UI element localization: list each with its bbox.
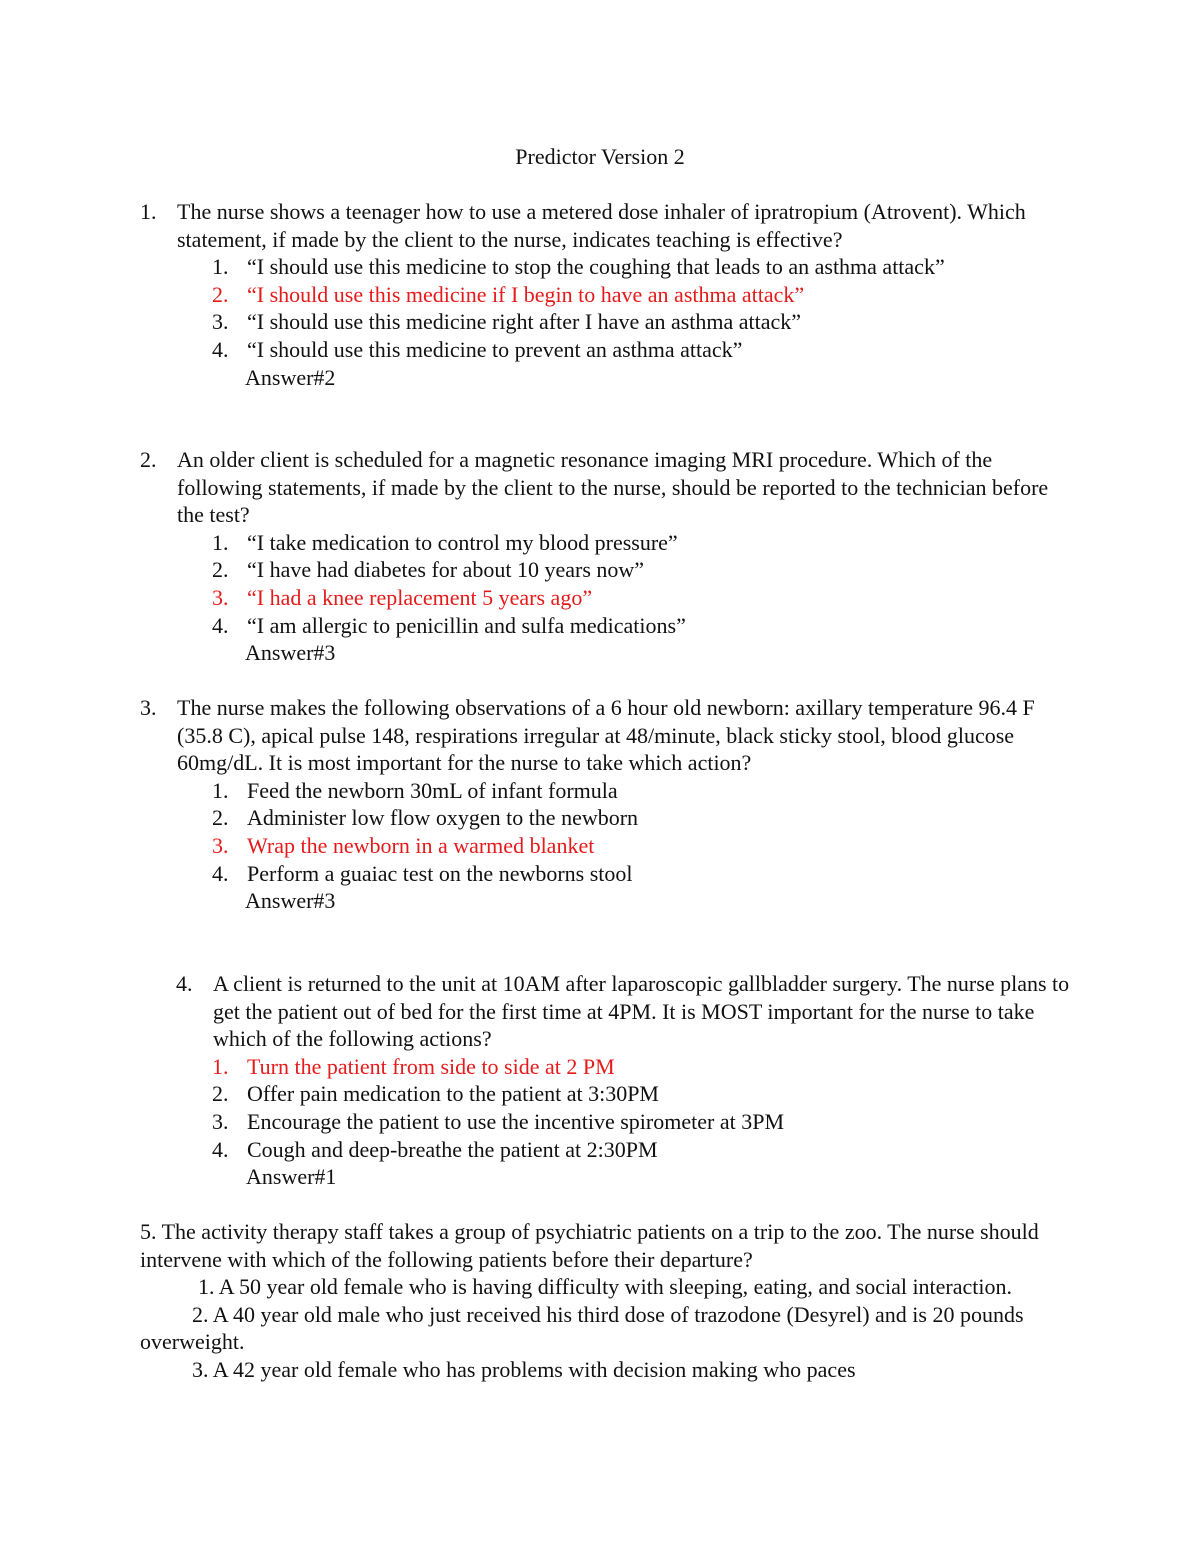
answer-key: Answer#1 [246,1164,337,1190]
option-item-correct [176,1053,1076,1081]
option-number: 1. [212,777,229,803]
option-number: 4. [212,336,229,362]
option-number: 4. [212,612,229,638]
option-text: Wrap the newborn in a warmed blanket [247,832,595,858]
option-item [140,336,1070,364]
option-item [176,1080,1076,1108]
answer-key: Answer#3 [245,640,336,666]
option-text: “I should use this medicine if I begin to have an asthma attack” [247,281,805,307]
question-number: 2. [140,447,157,472]
question-text: The nurse shows a teenager how to use a metered dose inhaler of ipratropium (Atrovent). Which statement, if made by the client to the nurse, indicates teaching is effective? [177,199,1026,252]
question-stem [140,694,1070,777]
option-number: 4. [212,1136,229,1162]
question-stem [140,198,1070,253]
option-item-correct [140,832,1070,860]
option-number: 2. [212,805,229,831]
option-text: “I take medication to control my blood pressure” [247,529,678,555]
option-item [176,1136,1076,1164]
option-text: Cough and deep-breathe the patient at 2:30PM [247,1136,658,1162]
option-item [140,777,1070,805]
option-text: “I should use this medicine to stop the coughing that leads to an asthma attack” [247,254,945,280]
option-number: 3. [212,584,229,610]
question-stem [140,446,1070,529]
option-item [140,253,1070,281]
question-5 [140,1218,1070,1384]
option-text: “I had a knee replacement 5 years ago” [247,584,593,610]
option-item [140,860,1070,888]
option-item [140,612,1070,640]
option-number: 3. [212,832,229,858]
question-number: 1. [140,199,157,224]
option-text: Perform a guaiac test on the newborns stool [247,860,633,886]
option-item: 1. A 50 year old female who is having difficulty with sleeping, eating, and social interaction. [198,1274,1013,1300]
option-text: Turn the patient from side to side at 2 PM [247,1053,615,1079]
option-item [140,308,1070,336]
option-list [140,529,1070,639]
option-number: 2. [212,1081,229,1107]
option-text: Offer pain medication to the patient at 3:30PM [247,1081,659,1107]
page-title: Predictor Version 2 [515,144,685,169]
option-number: 1. [212,1053,229,1079]
option-item: 2. A 40 year old male who just received his third dose of trazodone (Desyrel) and is 20 pounds overweight. [140,1301,1024,1355]
option-text: Administer low flow oxygen to the newborn [247,805,639,831]
option-item [140,529,1070,557]
option-item [176,1108,1076,1136]
option-text: “I have had diabetes for about 10 years now” [247,557,645,583]
option-text: “I should use this medicine right after I have an asthma attack” [247,309,802,335]
question-3 [140,694,1070,915]
question-4 [176,970,1076,1191]
question-stem [176,970,1076,1053]
option-text: “I should use this medicine to prevent an asthma attack” [247,336,743,362]
option-number: 2. [212,557,229,583]
option-item-correct [140,584,1070,612]
answer-key: Answer#3 [245,888,336,914]
option-number: 1. [212,254,229,280]
option-text: Encourage the patient to use the incentive spirometer at 3PM [247,1108,785,1134]
option-text: “I am allergic to penicillin and sulfa medications” [247,612,686,638]
question-text: An older client is scheduled for a magnetic resonance imaging MRI procedure. Which of the following statements, if made by the client to the nurse, should be reported to the technician before the test? [177,447,1049,528]
option-list [176,1053,1076,1163]
question-2 [140,446,1070,667]
option-item-correct [140,281,1070,309]
question-number: 3. [140,695,157,720]
option-number: 2. [212,281,229,307]
option-text: Feed the newborn 30mL of infant formula [247,777,618,803]
question-text: A client is returned to the unit at 10AM after laparoscopic gallbladder surgery. The nurse plans to get the patient out of bed for the first time at 4PM. It is MOST important for the nurse to take which of the following actions? [213,971,1070,1052]
option-item [140,556,1070,584]
question-number: 4. [176,971,193,996]
option-number: 1. [212,529,229,555]
question-1 [140,198,1070,391]
option-list [140,253,1070,363]
option-number: 3. [212,309,229,335]
option-list [140,777,1070,887]
option-number: 3. [212,1108,229,1134]
option-item [140,804,1070,832]
question-text: The nurse makes the following observations of a 6 hour old newborn: axillary temperature 96.4 F (35.8 C), apical pulse 148, respirations irregular at 48/minute, black sticky stool, blood glucose 60mg/dL. It is most important for the nurse to take which action? [177,695,1035,776]
option-number: 4. [212,860,229,886]
option-item: 3. A 42 year old female who has problems with decision making who paces [192,1356,856,1382]
question-text: 5. The activity therapy staff takes a group of psychiatric patients on a trip to the zoo. The nurse should intervene with which of the following patients before their departure? [140,1219,1039,1272]
answer-key: Answer#2 [245,364,336,390]
